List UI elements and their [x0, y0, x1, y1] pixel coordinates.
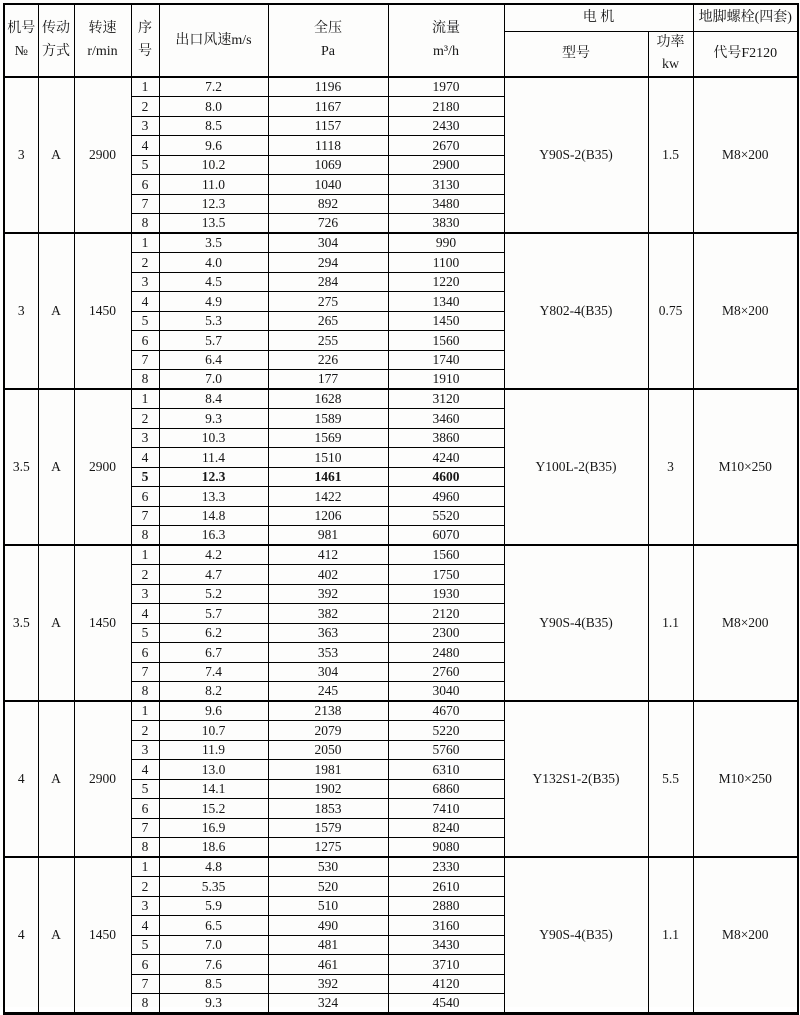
- outlet-velocity-cell: 5.7: [159, 331, 268, 351]
- flow-cell: 1740: [388, 350, 504, 370]
- flow-cell: 6860: [388, 779, 504, 799]
- outlet-velocity-cell: 6.5: [159, 916, 268, 936]
- col-header-flow: [388, 4, 504, 77]
- flow-cell: 2300: [388, 623, 504, 643]
- seq-cell: 1: [131, 233, 159, 253]
- flow-cell: 4240: [388, 448, 504, 468]
- pressure-cell: 304: [268, 233, 388, 253]
- bolt-code-cell: M8×200: [693, 233, 798, 389]
- drive-mode-cell: A: [38, 389, 74, 545]
- seq-cell: 4: [131, 292, 159, 312]
- pressure-cell: 1902: [268, 779, 388, 799]
- drive-mode-cell: A: [38, 857, 74, 1013]
- seq-cell: 5: [131, 467, 159, 487]
- machine-no-unit: №: [14, 43, 28, 59]
- outlet-velocity-cell: 5.2: [159, 584, 268, 604]
- flow-cell: 2880: [388, 896, 504, 916]
- pressure-cell: 520: [268, 877, 388, 897]
- flow-label: 流量: [432, 21, 460, 37]
- pressure-cell: 461: [268, 955, 388, 975]
- motor-power-cell: 3: [648, 389, 693, 545]
- pressure-cell: 1206: [268, 506, 388, 526]
- flow-cell: 4670: [388, 701, 504, 721]
- flow-cell: 5220: [388, 721, 504, 741]
- pressure-cell: 892: [268, 194, 388, 214]
- bolt-code-cell: M10×250: [693, 389, 798, 545]
- seq-cell: 6: [131, 331, 159, 351]
- flow-cell: 4120: [388, 974, 504, 994]
- bolt-code-cell: M10×250: [693, 701, 798, 857]
- flow-cell: 3120: [388, 389, 504, 409]
- seq-cell: 8: [131, 838, 159, 858]
- motor-model-cell: Y90S-2(B35): [504, 77, 648, 233]
- pressure-cell: 392: [268, 974, 388, 994]
- pressure-cell: 481: [268, 935, 388, 955]
- bolt-code-cell: M8×200: [693, 545, 798, 701]
- flow-unit: m³/h: [433, 43, 459, 59]
- spec-row: [4, 545, 798, 565]
- outlet-velocity-cell: 5.3: [159, 311, 268, 331]
- spec-row: [4, 77, 798, 97]
- seq-cell: 6: [131, 799, 159, 819]
- motor-model-cell: Y90S-4(B35): [504, 857, 648, 1013]
- flow-cell: 1750: [388, 565, 504, 585]
- speed-cell: 1450: [74, 857, 131, 1013]
- spec-row: [4, 389, 798, 409]
- seq-cell: 3: [131, 584, 159, 604]
- seq-cell: 8: [131, 994, 159, 1014]
- pressure-cell: 1628: [268, 389, 388, 409]
- outlet-velocity-cell: 7.0: [159, 935, 268, 955]
- seq-cell: 6: [131, 955, 159, 975]
- outlet-velocity-cell: 9.3: [159, 409, 268, 429]
- outlet-velocity-cell: 13.5: [159, 214, 268, 234]
- seq-cell: 2: [131, 97, 159, 117]
- outlet-velocity-cell: 12.3: [159, 467, 268, 487]
- outlet-velocity-cell: 7.0: [159, 370, 268, 390]
- drive-label-line1: 传动: [42, 21, 70, 37]
- seq-cell: 4: [131, 760, 159, 780]
- bolt-code-cell: M8×200: [693, 77, 798, 233]
- col-header-bolt-group: 地脚螺栓(四套): [693, 4, 798, 31]
- outlet-velocity-cell: 10.2: [159, 155, 268, 175]
- seq-cell: 8: [131, 682, 159, 702]
- seq-cell: 7: [131, 974, 159, 994]
- col-header-machine-no: [4, 4, 38, 77]
- speed-cell: 1450: [74, 545, 131, 701]
- pressure-cell: 275: [268, 292, 388, 312]
- drive-label-line2: 方式: [42, 43, 70, 59]
- flow-cell: 2430: [388, 116, 504, 136]
- outlet-velocity-cell: 13.3: [159, 487, 268, 507]
- outlet-velocity-cell: 8.0: [159, 97, 268, 117]
- seq-cell: 7: [131, 350, 159, 370]
- seq-label-line1: 序: [138, 21, 152, 37]
- flow-cell: 2480: [388, 643, 504, 663]
- pressure-cell: 392: [268, 584, 388, 604]
- pressure-cell: 1069: [268, 155, 388, 175]
- flow-cell: 4600: [388, 467, 504, 487]
- speed-unit: r/min: [87, 43, 118, 59]
- speed-cell: 2900: [74, 701, 131, 857]
- speed-cell: 1450: [74, 233, 131, 389]
- spec-row: [4, 233, 798, 253]
- flow-cell: 6310: [388, 760, 504, 780]
- flow-cell: 2900: [388, 155, 504, 175]
- flow-cell: 1560: [388, 331, 504, 351]
- speed-label: 转速: [88, 21, 117, 37]
- flow-cell: 9080: [388, 838, 504, 858]
- seq-cell: 1: [131, 701, 159, 721]
- seq-cell: 2: [131, 565, 159, 585]
- pressure-cell: 324: [268, 994, 388, 1014]
- outlet-velocity-cell: 9.6: [159, 701, 268, 721]
- motor-model-cell: Y90S-4(B35): [504, 545, 648, 701]
- flow-cell: 2610: [388, 877, 504, 897]
- flow-cell: 2330: [388, 857, 504, 877]
- outlet-velocity-cell: 8.5: [159, 974, 268, 994]
- pressure-cell: 304: [268, 662, 388, 682]
- pressure-cell: 1275: [268, 838, 388, 858]
- outlet-velocity-cell: 13.0: [159, 760, 268, 780]
- seq-cell: 3: [131, 272, 159, 292]
- flow-cell: 7410: [388, 799, 504, 819]
- pressure-cell: 510: [268, 896, 388, 916]
- pressure-cell: 1167: [268, 97, 388, 117]
- flow-cell: 1560: [388, 545, 504, 565]
- seq-cell: 3: [131, 740, 159, 760]
- seq-cell: 2: [131, 721, 159, 741]
- speed-cell: 2900: [74, 77, 131, 233]
- outlet-velocity-cell: 12.3: [159, 194, 268, 214]
- col-header-motor-power: [648, 31, 693, 77]
- col-header-speed: [74, 4, 131, 77]
- seq-cell: 8: [131, 526, 159, 546]
- flow-cell: 4960: [388, 487, 504, 507]
- drive-mode-cell: A: [38, 77, 74, 233]
- flow-cell: 2670: [388, 136, 504, 156]
- flow-cell: 6070: [388, 526, 504, 546]
- spec-row: [4, 857, 798, 877]
- flow-cell: 8240: [388, 818, 504, 838]
- outlet-velocity-cell: 4.8: [159, 857, 268, 877]
- outlet-velocity-cell: 4.0: [159, 253, 268, 273]
- power-unit: kw: [661, 56, 680, 72]
- outlet-velocity-cell: 5.35: [159, 877, 268, 897]
- pressure-cell: 1118: [268, 136, 388, 156]
- outlet-velocity-cell: 8.4: [159, 389, 268, 409]
- machine-no-label: 机号: [7, 21, 36, 37]
- machine-no-cell: 3: [4, 233, 38, 389]
- motor-model-cell: Y802-4(B35): [504, 233, 648, 389]
- seq-cell: 3: [131, 896, 159, 916]
- pressure-cell: 1569: [268, 428, 388, 448]
- pressure-cell: 1422: [268, 487, 388, 507]
- flow-cell: 1340: [388, 292, 504, 312]
- pressure-cell: 1981: [268, 760, 388, 780]
- motor-model-cell: Y100L-2(B35): [504, 389, 648, 545]
- outlet-velocity-cell: 8.5: [159, 116, 268, 136]
- fan-specification-table: [3, 3, 799, 1015]
- pressure-cell: 2050: [268, 740, 388, 760]
- seq-cell: 3: [131, 116, 159, 136]
- flow-cell: 4540: [388, 994, 504, 1014]
- pressure-cell: 1461: [268, 467, 388, 487]
- flow-cell: 3160: [388, 916, 504, 936]
- outlet-velocity-cell: 16.3: [159, 526, 268, 546]
- seq-cell: 7: [131, 506, 159, 526]
- pressure-cell: 1579: [268, 818, 388, 838]
- seq-cell: 6: [131, 643, 159, 663]
- flow-cell: 3130: [388, 175, 504, 195]
- pressure-cell: 1589: [268, 409, 388, 429]
- pressure-cell: 1196: [268, 77, 388, 97]
- seq-cell: 1: [131, 545, 159, 565]
- col-header-motor-model: 型号: [504, 31, 648, 77]
- drive-mode-cell: A: [38, 545, 74, 701]
- pressure-cell: 294: [268, 253, 388, 273]
- seq-cell: 6: [131, 487, 159, 507]
- pressure-label: 全压: [314, 21, 342, 37]
- motor-power-cell: 5.5: [648, 701, 693, 857]
- outlet-velocity-cell: 10.3: [159, 428, 268, 448]
- machine-no-cell: 3.5: [4, 545, 38, 701]
- flow-cell: 2180: [388, 97, 504, 117]
- outlet-velocity-cell: 6.2: [159, 623, 268, 643]
- outlet-velocity-cell: 7.6: [159, 955, 268, 975]
- seq-cell: 2: [131, 877, 159, 897]
- seq-cell: 5: [131, 311, 159, 331]
- header-row-1: [4, 4, 798, 31]
- seq-cell: 3: [131, 428, 159, 448]
- outlet-velocity-cell: 5.9: [159, 896, 268, 916]
- pressure-cell: 226: [268, 350, 388, 370]
- table-header: [4, 4, 798, 77]
- seq-cell: 8: [131, 370, 159, 390]
- outlet-velocity-cell: 4.2: [159, 545, 268, 565]
- seq-cell: 8: [131, 214, 159, 234]
- flow-cell: 3860: [388, 428, 504, 448]
- outlet-velocity-cell: 9.6: [159, 136, 268, 156]
- pressure-cell: 412: [268, 545, 388, 565]
- outlet-velocity-cell: 14.8: [159, 506, 268, 526]
- outlet-velocity-cell: 14.1: [159, 779, 268, 799]
- outlet-velocity-cell: 11.0: [159, 175, 268, 195]
- machine-no-cell: 3.5: [4, 389, 38, 545]
- drive-mode-cell: A: [38, 233, 74, 389]
- flow-cell: 2760: [388, 662, 504, 682]
- motor-power-cell: 0.75: [648, 233, 693, 389]
- pressure-cell: 2138: [268, 701, 388, 721]
- flow-cell: 3460: [388, 409, 504, 429]
- machine-no-cell: 4: [4, 857, 38, 1013]
- flow-cell: 1930: [388, 584, 504, 604]
- motor-power-cell: 1.1: [648, 545, 693, 701]
- col-header-pressure: [268, 4, 388, 77]
- outlet-velocity-cell: 4.7: [159, 565, 268, 585]
- col-header-outlet-velocity: 出口风速m/s: [159, 4, 268, 77]
- flow-cell: 1970: [388, 77, 504, 97]
- seq-cell: 5: [131, 155, 159, 175]
- outlet-velocity-cell: 16.9: [159, 818, 268, 838]
- col-header-drive-mode: [38, 4, 74, 77]
- table-body: [4, 77, 798, 1013]
- pressure-cell: 1853: [268, 799, 388, 819]
- col-header-motor-group: 电 机: [504, 4, 693, 31]
- seq-cell: 7: [131, 818, 159, 838]
- col-header-seq: [131, 4, 159, 77]
- pressure-cell: 490: [268, 916, 388, 936]
- flow-cell: 3430: [388, 935, 504, 955]
- seq-cell: 5: [131, 623, 159, 643]
- outlet-velocity-cell: 7.4: [159, 662, 268, 682]
- seq-cell: 4: [131, 136, 159, 156]
- col-header-bolt-code: 代号F2120: [693, 31, 798, 77]
- outlet-velocity-cell: 11.4: [159, 448, 268, 468]
- seq-cell: 1: [131, 77, 159, 97]
- flow-cell: 5520: [388, 506, 504, 526]
- speed-cell: 2900: [74, 389, 131, 545]
- motor-power-cell: 1.5: [648, 77, 693, 233]
- outlet-velocity-cell: 15.2: [159, 799, 268, 819]
- outlet-velocity-cell: 6.7: [159, 643, 268, 663]
- seq-cell: 5: [131, 779, 159, 799]
- seq-label-line2: 号: [138, 43, 152, 59]
- flow-cell: 3710: [388, 955, 504, 975]
- pressure-cell: 726: [268, 214, 388, 234]
- flow-cell: 3480: [388, 194, 504, 214]
- machine-no-cell: 3: [4, 77, 38, 233]
- pressure-cell: 353: [268, 643, 388, 663]
- flow-cell: 2120: [388, 604, 504, 624]
- outlet-velocity-cell: 11.9: [159, 740, 268, 760]
- pressure-cell: 255: [268, 331, 388, 351]
- seq-cell: 6: [131, 175, 159, 195]
- outlet-velocity-cell: 3.5: [159, 233, 268, 253]
- pressure-cell: 530: [268, 857, 388, 877]
- seq-cell: 4: [131, 604, 159, 624]
- flow-cell: 3830: [388, 214, 504, 234]
- pressure-unit: Pa: [321, 43, 335, 59]
- seq-cell: 4: [131, 916, 159, 936]
- pressure-cell: 1157: [268, 116, 388, 136]
- pressure-cell: 245: [268, 682, 388, 702]
- outlet-velocity-cell: 7.2: [159, 77, 268, 97]
- pressure-cell: 402: [268, 565, 388, 585]
- seq-cell: 1: [131, 389, 159, 409]
- pressure-cell: 284: [268, 272, 388, 292]
- motor-power-cell: 1.1: [648, 857, 693, 1013]
- drive-mode-cell: A: [38, 701, 74, 857]
- flow-cell: 1910: [388, 370, 504, 390]
- pressure-cell: 382: [268, 604, 388, 624]
- seq-cell: 7: [131, 662, 159, 682]
- outlet-velocity-cell: 8.2: [159, 682, 268, 702]
- seq-cell: 4: [131, 448, 159, 468]
- pressure-cell: 265: [268, 311, 388, 331]
- pressure-cell: 177: [268, 370, 388, 390]
- seq-cell: 7: [131, 194, 159, 214]
- seq-cell: 2: [131, 409, 159, 429]
- flow-cell: 990: [388, 233, 504, 253]
- pressure-cell: 2079: [268, 721, 388, 741]
- outlet-velocity-cell: 5.7: [159, 604, 268, 624]
- flow-cell: 1100: [388, 253, 504, 273]
- machine-no-cell: 4: [4, 701, 38, 857]
- pressure-cell: 363: [268, 623, 388, 643]
- bolt-code-cell: M8×200: [693, 857, 798, 1013]
- seq-cell: 1: [131, 857, 159, 877]
- power-label: 功率: [656, 34, 685, 50]
- pressure-cell: 1510: [268, 448, 388, 468]
- flow-cell: 3040: [388, 682, 504, 702]
- flow-cell: 1450: [388, 311, 504, 331]
- outlet-velocity-cell: 10.7: [159, 721, 268, 741]
- pressure-cell: 1040: [268, 175, 388, 195]
- motor-model-cell: Y132S1-2(B35): [504, 701, 648, 857]
- flow-cell: 5760: [388, 740, 504, 760]
- outlet-velocity-cell: 9.3: [159, 994, 268, 1014]
- seq-cell: 5: [131, 935, 159, 955]
- flow-cell: 1220: [388, 272, 504, 292]
- outlet-velocity-cell: 4.9: [159, 292, 268, 312]
- outlet-velocity-cell: 6.4: [159, 350, 268, 370]
- pressure-cell: 981: [268, 526, 388, 546]
- outlet-velocity-cell: 4.5: [159, 272, 268, 292]
- outlet-velocity-cell: 18.6: [159, 838, 268, 858]
- spec-row: [4, 701, 798, 721]
- seq-cell: 2: [131, 253, 159, 273]
